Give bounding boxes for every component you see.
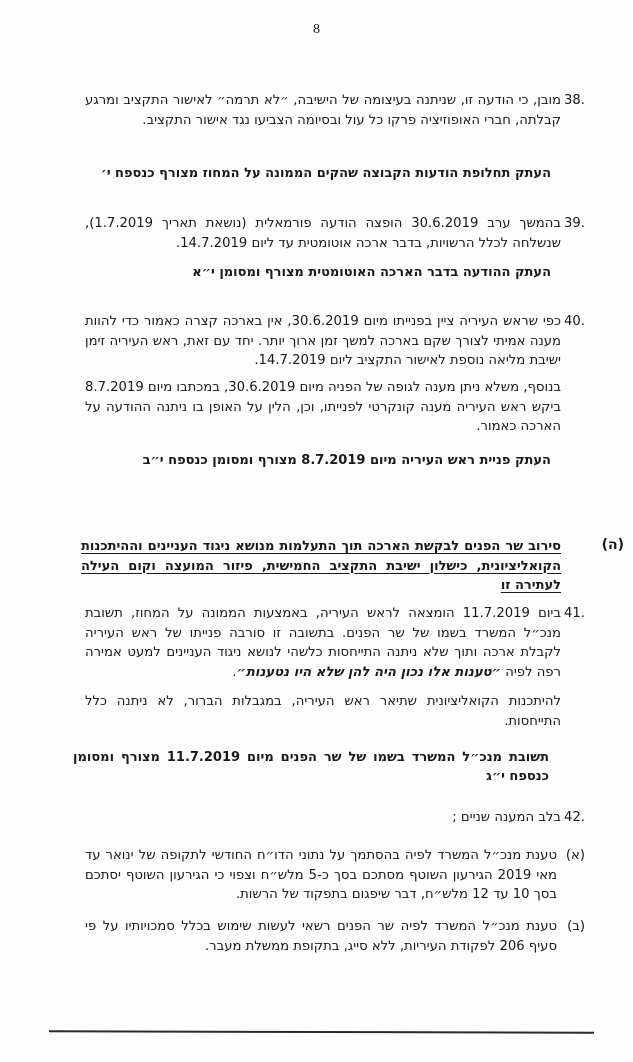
page-number: 8: [313, 22, 320, 37]
subparagraph-bet: [85, 917, 585, 956]
paragraph-text: בלב המענה שניים ;: [452, 810, 561, 825]
subparagraph-label: (א): [565, 848, 585, 863]
subparagraph-text: טענת מנכ״ל המשרד לפיה שר הפנים רשאי לעשות שימוש בכלל סמכויותיו על פי סעיף 206 לפקודת העיריות, ללא סייג, בתקופת ממשלת מעבר.: [85, 919, 557, 954]
quoted-statement: ״טענות אלו נכון היה להן שלא היו נטענות״: [236, 664, 501, 680]
footer-divider: [49, 1030, 594, 1033]
paragraph-number: .42: [564, 810, 585, 825]
paragraph-42: [85, 808, 585, 828]
subparagraph-alef: [85, 846, 585, 905]
paragraph-text: בנוסף, משלא ניתן מענה לגופה של הפניה מיום 30.6.2019, במכתבו מיום 8.7.2019 ביקש ראש העיריה מענה קונקרטי לפנייתו, וכן, הלין על האופן בו ניתנה ההודעה על הארכה כאמור.: [85, 380, 561, 434]
paragraph-text: בהמשך ערב 30.6.2019 הופצה הודעה פורמאלית (נושאת תאריך 1.7.2019), שנשלחה לכלל הרשויות, בדבר ארכה אוטומטית עד ליום 14.7.2019.: [85, 216, 561, 251]
paragraph-text: כפי שראש העיריה ציין בפנייתו מיום 30.6.2019, אין בארכה קצרה כאמור כדי להוות מענה אמיתי לצורך שקם בארכה למשך זמן ארוך יותר. יחד עם זאת, ראש העיריה זימן ישיבת מליאה נוספת לאישור התקציב ליום 14.7.2019.: [85, 314, 561, 368]
attachment-note-yod-bet: העתק פניית ראש העיריה מיום 8.7.2019 מצורף ומסומן כנספח י״ב: [142, 453, 551, 468]
paragraph-number: .41: [564, 606, 585, 621]
paragraph-text: [85, 604, 561, 682]
paragraph-41: [85, 604, 585, 682]
subparagraph-label: (ב): [567, 919, 585, 934]
attachment-note-yod: העתק תחלופת הודעות הקבוצה שהקים הממונה על המחוז מצורף כנספח י׳: [100, 166, 551, 181]
section-title: סירוב שר הפנים לבקשת הארכה תוך התעלמות מנושא ניגוד העניינים וההיתכנות הקואליציונית, כישלון ישיבת התקציב החמישית, פיזור המועצה וקום העילה לעתירה זו: [81, 539, 561, 593]
paragraph-40-continuation: [85, 378, 561, 437]
attachment-note-yod-gimel: תשובת מנכ״ל המשרד בשמו של שר הפנים מיום 11.7.2019 מצורף ומסומן כנספח י״ג: [73, 750, 550, 784]
section-label: (ה): [601, 537, 624, 553]
paragraph-text: להיתכנות הקואליציונית שתיאר ראש העיריה, במגבלות הברור, לא ניתנה כלל התייחסות.: [85, 694, 561, 729]
paragraph-39: [85, 214, 585, 253]
paragraph-40: [85, 312, 585, 371]
paragraph-38: [85, 91, 585, 130]
paragraph-body: ביום 11.7.2019 הומצאה לראש העיריה, באמצעות הממונה על המחוז, תשובת מנכ״ל המשרד בשמו של שר הפנים. בתשובה זו סורבה פנייתו של ראש העיריה לקבלת ארכה ותוך שלא ניתנה התייחסות כלשהי לנושא ניגוד העניינים למעט אמירה רפה לפיה: [85, 606, 562, 680]
subparagraph-text: טענת מנכ״ל המשרד לפיה בהסתמך על נתוני הדו״ח החודשי לתקופה של ינואר עד מאי 2019 הגירעון השוטף מסתכם בסך כ-5 מלש״ח וצפוי כי הגירעון השוטף יסתכם בסך 10 עד 12 מלש״ח, דבר שיפגום בתפקוד של הרשות.: [85, 848, 557, 902]
paragraph-number: .38: [564, 93, 585, 108]
attachment-note-yod-alef: העתק ההודעה בדבר הארכה האוטומטית מצורף ומסומן י״א: [192, 265, 551, 280]
paragraph-text: מובן, כי הודעה זו, שניתנה בעיצומה של הישיבה, ״לא תרמה״ לאישור התקציב ומרגע קבלתה, חברי האופוזיציה פרקו כל עול ובסיומה הצביעו נגד אישור התקציב.: [85, 93, 561, 128]
paragraph-number: .39: [564, 216, 585, 231]
paragraph-41-continuation: [85, 692, 561, 731]
paragraph-number: .40: [564, 314, 585, 329]
quote-period: .: [232, 664, 237, 680]
